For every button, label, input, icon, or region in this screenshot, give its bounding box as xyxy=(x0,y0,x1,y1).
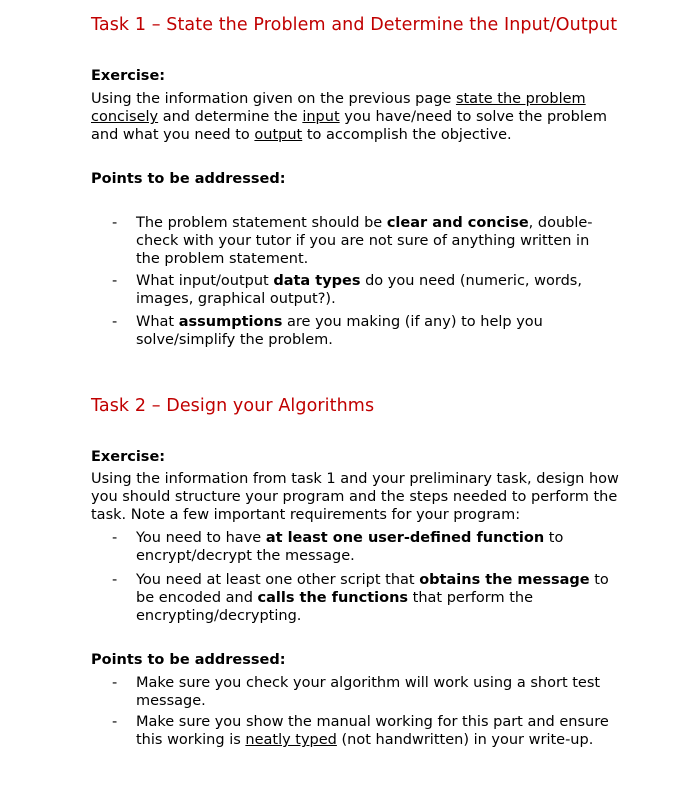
bullet-dash: - xyxy=(112,314,118,330)
bullet-dash: - xyxy=(112,572,118,588)
task2-requirement-2: - You need at least one other script that obtains the message to be encoded and calls the functions that perform the encrypting/decrypting. xyxy=(112,572,609,625)
task1-title: Task 1 – State the Problem and Determine the Input/Output xyxy=(91,15,618,35)
bullet-dash: - xyxy=(112,530,118,546)
underline-input: input xyxy=(302,109,340,126)
task1-points-label: Points to be addressed: xyxy=(91,171,286,187)
task2-title: Task 2 – Design your Algorithms xyxy=(91,396,375,416)
task1-point-1: - The problem statement should be clear and concise, double-check with your tutor if you are not sure of anything written in the problem statement. xyxy=(112,215,593,268)
task2-point-1: - Make sure you check your algorithm will work using a short test message. xyxy=(112,675,601,710)
bullet-dash: - xyxy=(112,273,118,289)
bullet-dash: - xyxy=(112,215,118,231)
underline-state-problem: state the problem concisely xyxy=(91,91,586,126)
task1-exercise-label: Exercise: xyxy=(91,68,166,84)
underline-output: output xyxy=(254,127,303,144)
underline-neatly-typed: neatly typed xyxy=(245,732,337,749)
task2-points-label: Points to be addressed: xyxy=(91,652,286,668)
task2-point-2: - Make sure you show the manual working for this part and ensure this working is neatly typed (not handwritten) in your write-up. xyxy=(112,714,609,749)
bullet-dash: - xyxy=(112,714,118,730)
task1-exercise-text: Using the information given on the previous page state the problem concisely and determine the input you have/need to solve the problem and what you need to output to accomplish the objective. xyxy=(91,91,607,144)
task2-requirement-1: - You need to have at least one user-defined function to encrypt/decrypt the message. xyxy=(112,530,564,565)
task1-point-3: - What assumptions are you making (if any) to help you solve/simplify the problem. xyxy=(112,314,543,349)
task2-exercise-label: Exercise: xyxy=(91,449,166,465)
task1-point-2: - What input/output data types do you need (numeric, words, images, graphical output?). xyxy=(112,273,582,308)
bullet-dash: - xyxy=(112,675,118,691)
task2-exercise-text: Using the information from task 1 and your preliminary task, design how you should structure your program and the steps needed to perform the task. Note a few important requirements for your program: xyxy=(91,471,619,524)
